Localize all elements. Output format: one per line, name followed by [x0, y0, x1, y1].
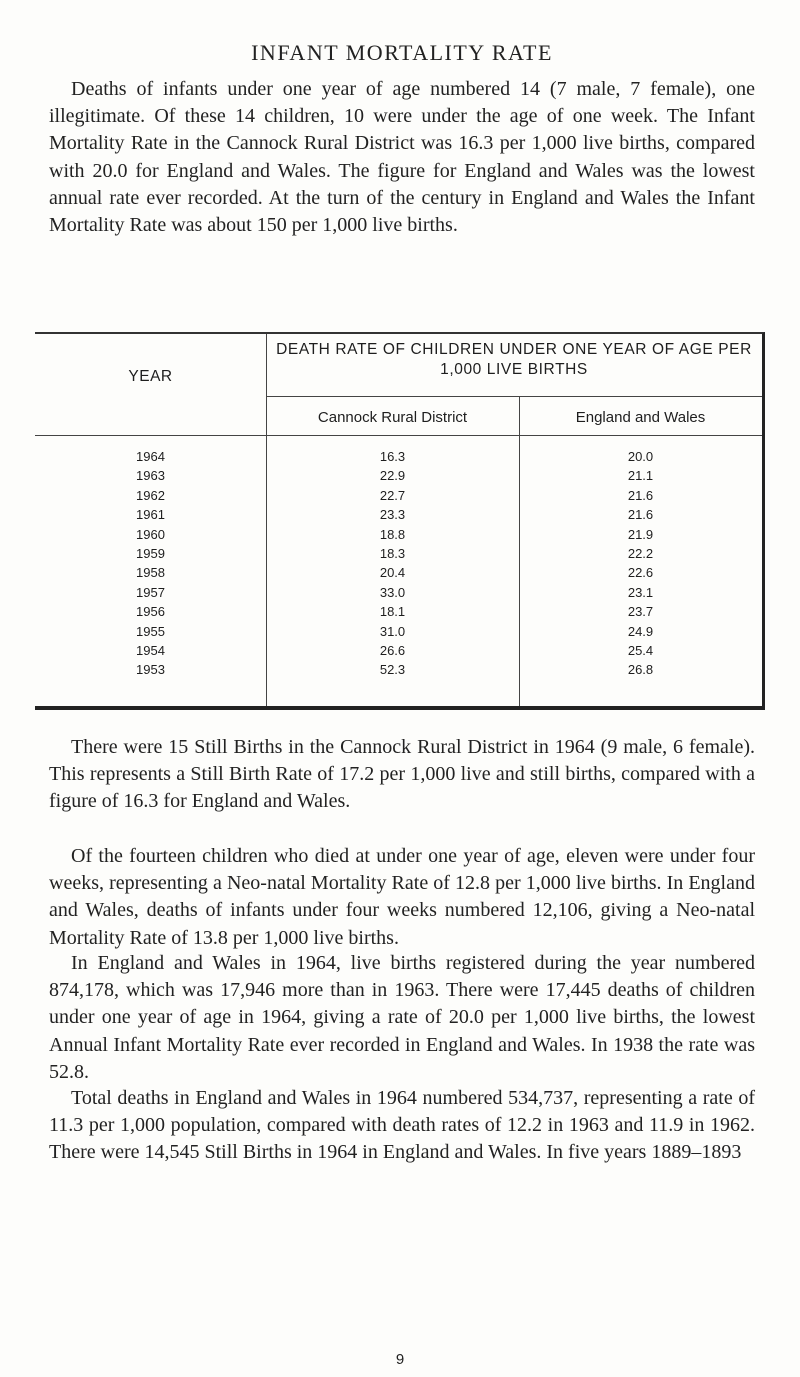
table-divider [266, 396, 762, 397]
table-header-death-rate: DEATH RATE OF CHILDREN UNDER ONE YEAR OF AGE PER 1,000 LIVE BIRTHS [276, 341, 752, 378]
paragraph-neonatal: Of the fourteen children who died at under one year of age, eleven were under four weeks, representing a Neo-natal Mortality Rate of 12.8 per 1,000 live births. In England and Wales, deaths of infants under four weeks numbered 12,106, giving a Neo-natal Mortality Rate of 13.8 per 1,000 live births. [49, 845, 755, 949]
england-wales-rate-cell: 20.0 [627, 449, 654, 464]
cannock-rate-cell: 16.3 [379, 449, 406, 464]
cannock-rate-cell: 52.3 [379, 662, 406, 678]
cannock-rate-cell: 20.4 [379, 565, 406, 581]
year-cell: 1957 [136, 584, 165, 600]
table-row [35, 486, 762, 505]
england-wales-rate-cell: 22.6 [627, 565, 654, 581]
year-cell: 1954 [136, 642, 165, 658]
paragraph-still-births: There were 15 Still Births in the Cannock Rural District in 1964 (9 male, 6 female). This represents a Still Birth Rate of 17.2 per 1,000 live and still births, compared with a figure of 16.3 for England and Wales. [49, 736, 755, 813]
england-wales-rate-cell: 26.8 [627, 662, 654, 678]
england-wales-rate-cell: 21.9 [627, 526, 654, 542]
page-title: INFANT MORTALITY RATE [251, 40, 553, 65]
cannock-rate-cell: 22.9 [379, 468, 406, 484]
paragraph-infant-deaths: Deaths of infants under one year of age numbered 14 (7 male, 7 female), one illegitimate. Of these 14 children, 10 were under the age of one week. The Infant Mortality Rate in the Cannock Rural District was 16.3 per 1,000 live births, compared with 20.0 for England and Wales. The figure for England and Wales was the lowest annual rate ever recorded. At the turn of the century in England and Wales the Infant Mortality Rate was about 150 per 1,000 live births. [49, 78, 755, 237]
year-cell: 1953 [136, 662, 165, 678]
year-cell: 1961 [136, 507, 165, 523]
year-cell: 1955 [136, 623, 165, 639]
table-header-england-wales: England and Wales [575, 409, 706, 426]
year-cell: 1956 [136, 604, 165, 620]
table-header-cannock: Cannock Rural District [317, 409, 468, 426]
england-wales-rate-cell: 21.6 [627, 507, 654, 523]
paragraph-live-births: In England and Wales in 1964, live births registered during the year numbered 874,178, which was 17,946 more than in 1963. There were 17,445 deaths of children under one year of age in 1964, giving a rate of 20.0 per 1,000 live births, the lowest Annual Infant Mortality Rate ever recorded in England and Wales. In 1938 the rate was 52.8. [49, 952, 755, 1083]
england-wales-rate-cell: 21.1 [627, 468, 654, 484]
cannock-rate-cell: 26.6 [379, 642, 406, 658]
cannock-rate-cell: 18.8 [379, 526, 406, 542]
england-wales-rate-cell: 23.1 [627, 584, 654, 600]
table-row [35, 602, 762, 621]
cannock-rate-cell: 18.1 [379, 604, 406, 620]
england-wales-rate-cell: 22.2 [627, 545, 654, 561]
mortality-table [35, 332, 765, 710]
year-cell: 1959 [136, 545, 165, 561]
table-row [35, 525, 762, 544]
england-wales-rate-cell: 21.6 [627, 487, 654, 503]
cannock-rate-cell: 31.0 [379, 623, 406, 639]
table-row [35, 447, 762, 466]
page-number: 9 [395, 1351, 405, 1368]
table-row [35, 466, 762, 485]
england-wales-rate-cell: 24.9 [627, 623, 654, 639]
year-cell: 1964 [136, 449, 165, 464]
year-cell: 1962 [136, 487, 165, 503]
table-row [35, 641, 762, 660]
year-cell: 1960 [136, 526, 165, 542]
table-divider [35, 435, 762, 436]
cannock-rate-cell: 33.0 [379, 584, 406, 600]
year-cell: 1963 [136, 468, 165, 484]
table-row [35, 660, 762, 679]
table-header-year: YEAR [128, 368, 173, 385]
cannock-rate-cell: 22.7 [379, 487, 406, 503]
paragraph-total-deaths: Total deaths in England and Wales in 1964 numbered 534,737, representing a rate of 11.3 per 1,000 population, compared with death rates of 12.2 in 1963 and 11.9 in 1962. There were 14,545 Still Births in 1964 in England and Wales. In five years 1889–1893 [49, 1087, 755, 1164]
table-row [35, 544, 762, 563]
cannock-rate-cell: 18.3 [379, 545, 406, 561]
table-row [35, 505, 762, 524]
table-row [35, 583, 762, 602]
table-row [35, 622, 762, 641]
england-wales-rate-cell: 23.7 [627, 604, 654, 620]
table-body [35, 447, 762, 680]
cannock-rate-cell: 23.3 [379, 507, 406, 523]
table-row [35, 563, 762, 582]
year-cell: 1958 [136, 565, 165, 581]
england-wales-rate-cell: 25.4 [627, 642, 654, 658]
